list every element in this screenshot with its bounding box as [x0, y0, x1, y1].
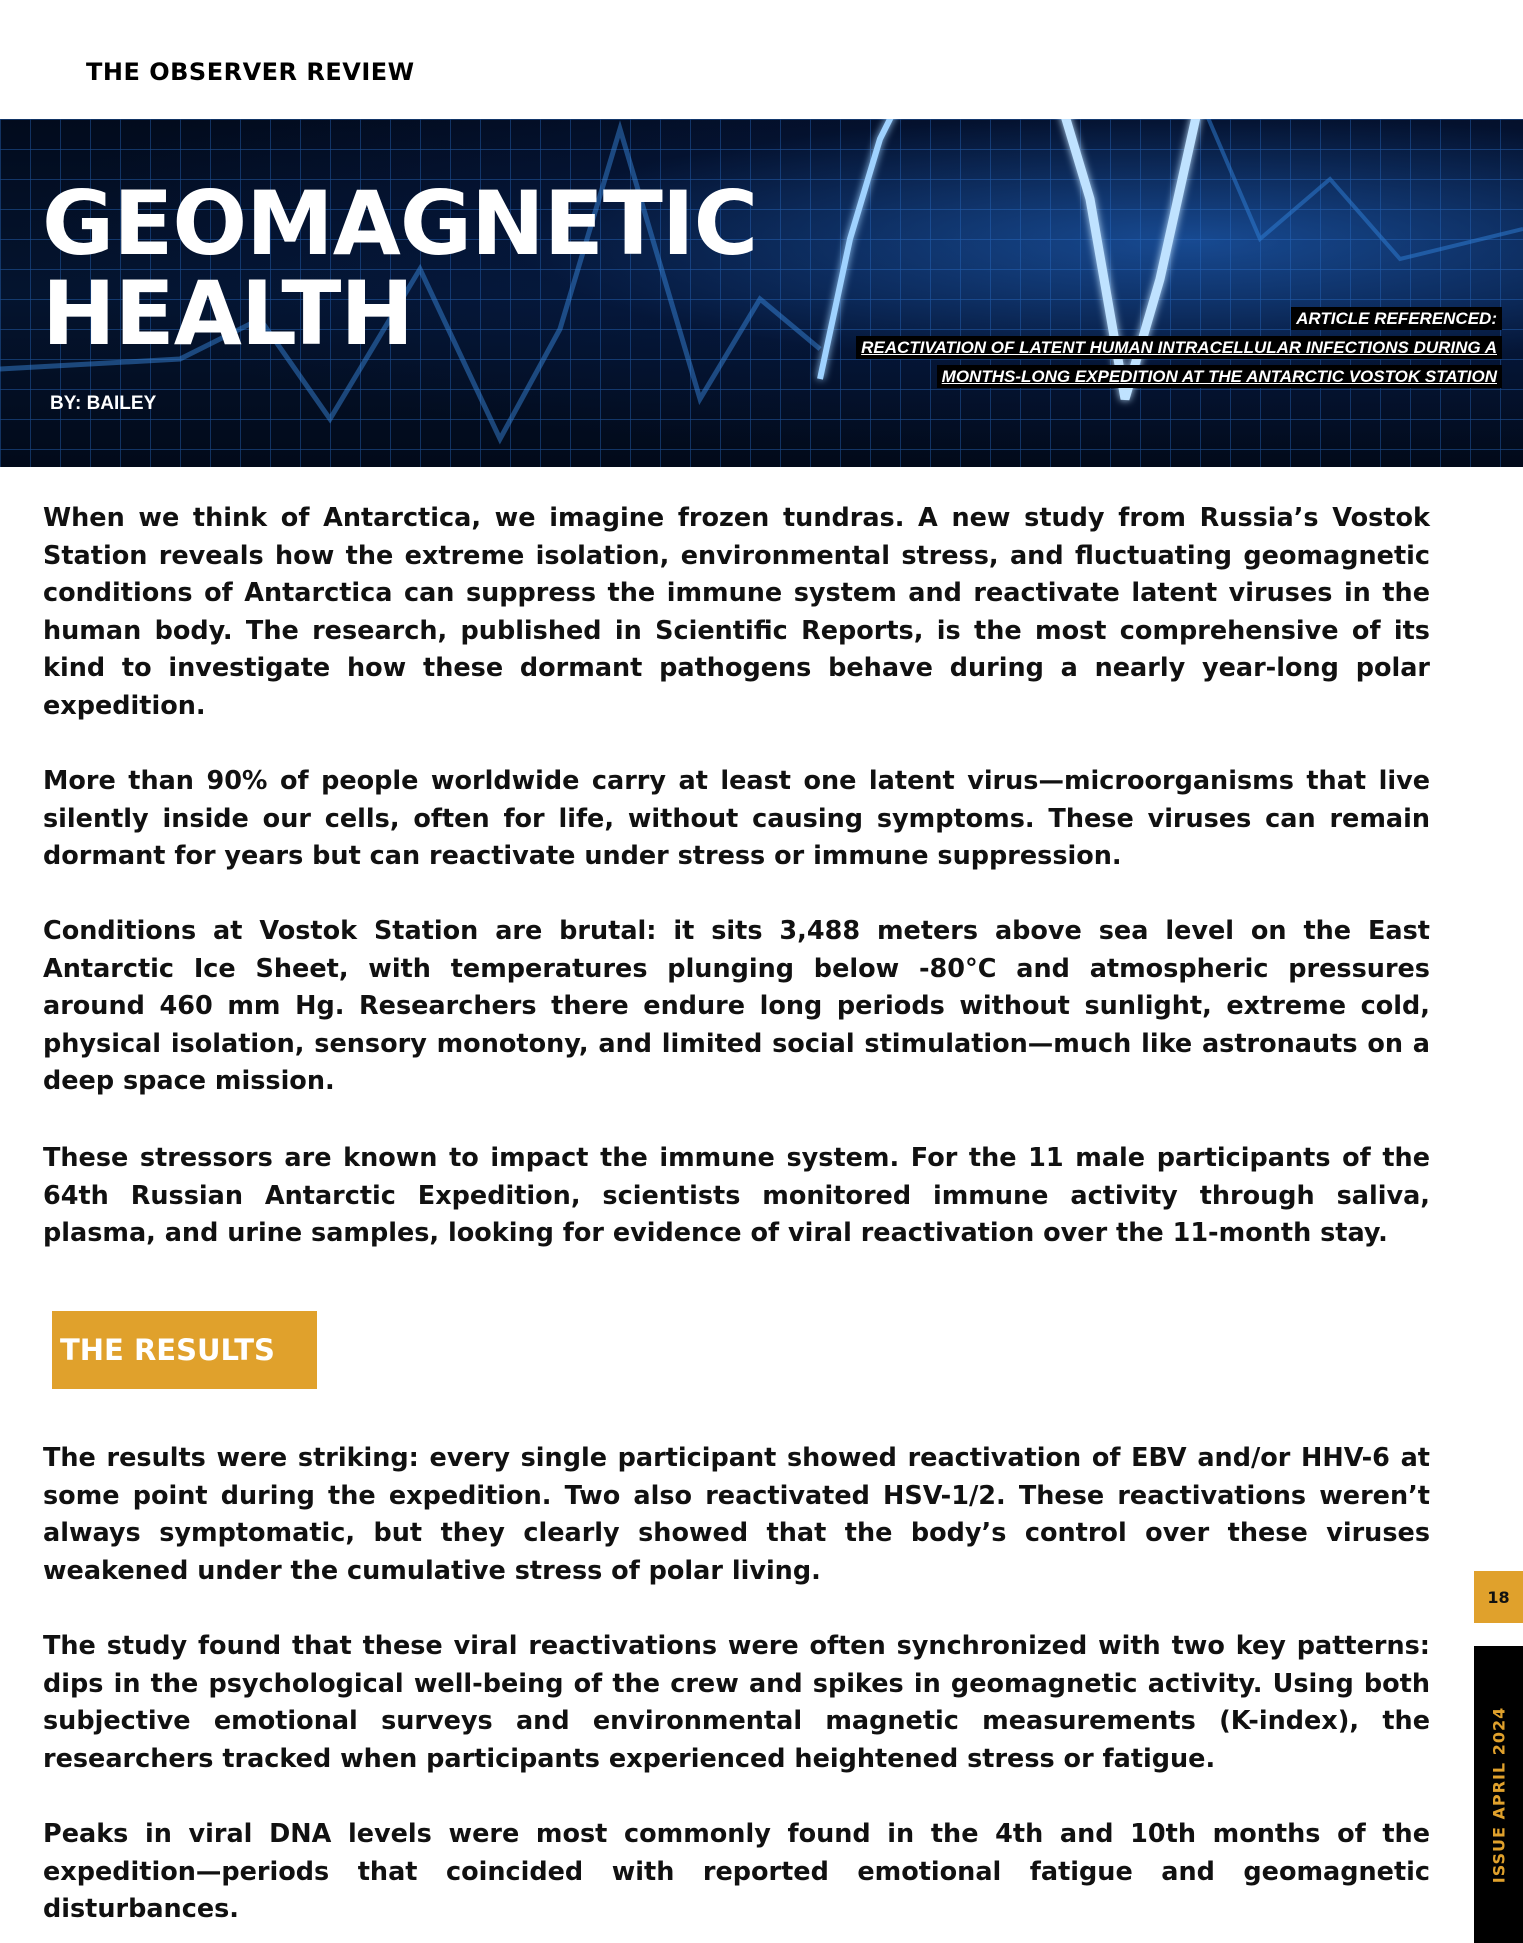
paragraph-intro: When we think of Antarctica, we imagine frozen tundras. A new study from Russia’s Vostok Station reveals how the extreme isolation, environmental stress, and fluctuating geomagnetic conditions of Antarctica can suppress the immune system and reactivate latent viruses in the human body. The research, published in Scientific Reports, is the most comprehensive of its kind to investigate how these dormant pathogens behave during a nearly year-long polar expedition.: [43, 503, 1430, 721]
paragraph-results: The results were striking: every single participant showed reactivation of EBV and/or HHV-6 at some point during the expedition. Two also reactivated HSV-1/2. These reactivations weren’t always symptomatic, but they clearly showed that the body’s control over these viruses weakened under the cumulative stress of polar living.: [43, 1443, 1430, 1586]
reference-label: ARTICLE REFERENCED:: [1291, 307, 1502, 330]
issue-strip: [1474, 1646, 1523, 1943]
reference-title-line-2[interactable]: MONTHS-LONG EXPEDITION AT THE ANTARCTIC VOSTOK STATION: [937, 365, 1502, 388]
paragraph-stressors: These stressors are known to impact the immune system. For the 11 male participants of the 64th Russian Antarctic Expedition, scientists monitored immune activity through saliva, plasma, and urine samples, looking for evidence of viral reactivation over the 11-month stay.: [43, 1143, 1430, 1248]
paragraph-latent-virus: More than 90% of people worldwide carry at least one latent virus—microorganisms that live silently inside our cells, often for life, without causing symptoms. These viruses can remain dormant for years but can reactivate under stress or immune suppression.: [43, 766, 1430, 871]
reference-title-line-1[interactable]: REACTIVATION OF LATENT HUMAN INTRACELLULAR INFECTIONS DURING A: [856, 336, 1502, 359]
paragraph-synchronization: The study found that these viral reactivations were often synchronized with two key patterns: dips in the psychological well-being of the crew and spikes in geomagnetic activity. Using both subjective emotional surveys and environmental magnetic measurements (K-index), the researchers tracked when participants experienced heightened stress or fatigue.: [43, 1631, 1430, 1774]
masthead: THE OBSERVER REVIEW: [86, 58, 415, 86]
section-label-results: THE RESULTS: [52, 1311, 317, 1389]
issue-label: ISSUE APRIL 2024: [1489, 1706, 1508, 1883]
article-reference: [856, 304, 1502, 391]
article-title: GEOMAGNETIC HEALTH: [42, 172, 758, 365]
hero-banner: [0, 119, 1523, 467]
byline: BY: BAILEY: [50, 393, 157, 414]
page-number: 18: [1474, 1571, 1523, 1623]
paragraph-peaks: Peaks in viral DNA levels were most commonly found in the 4th and 10th months of the expedition—periods that coincided with reported emotional fatigue and geomagnetic disturbances.: [43, 1819, 1430, 1924]
paragraph-vostok-conditions: Conditions at Vostok Station are brutal: it sits 3,488 meters above sea level on the East Antarctic Ice Sheet, with temperatures plunging below -80°C and atmospheric pressures around 460 mm Hg. Researchers there endure long periods without sunlight, extreme cold, physical isolation, sensory monotony, and limited social stimulation—much like astronauts on a deep space mission.: [43, 916, 1430, 1096]
